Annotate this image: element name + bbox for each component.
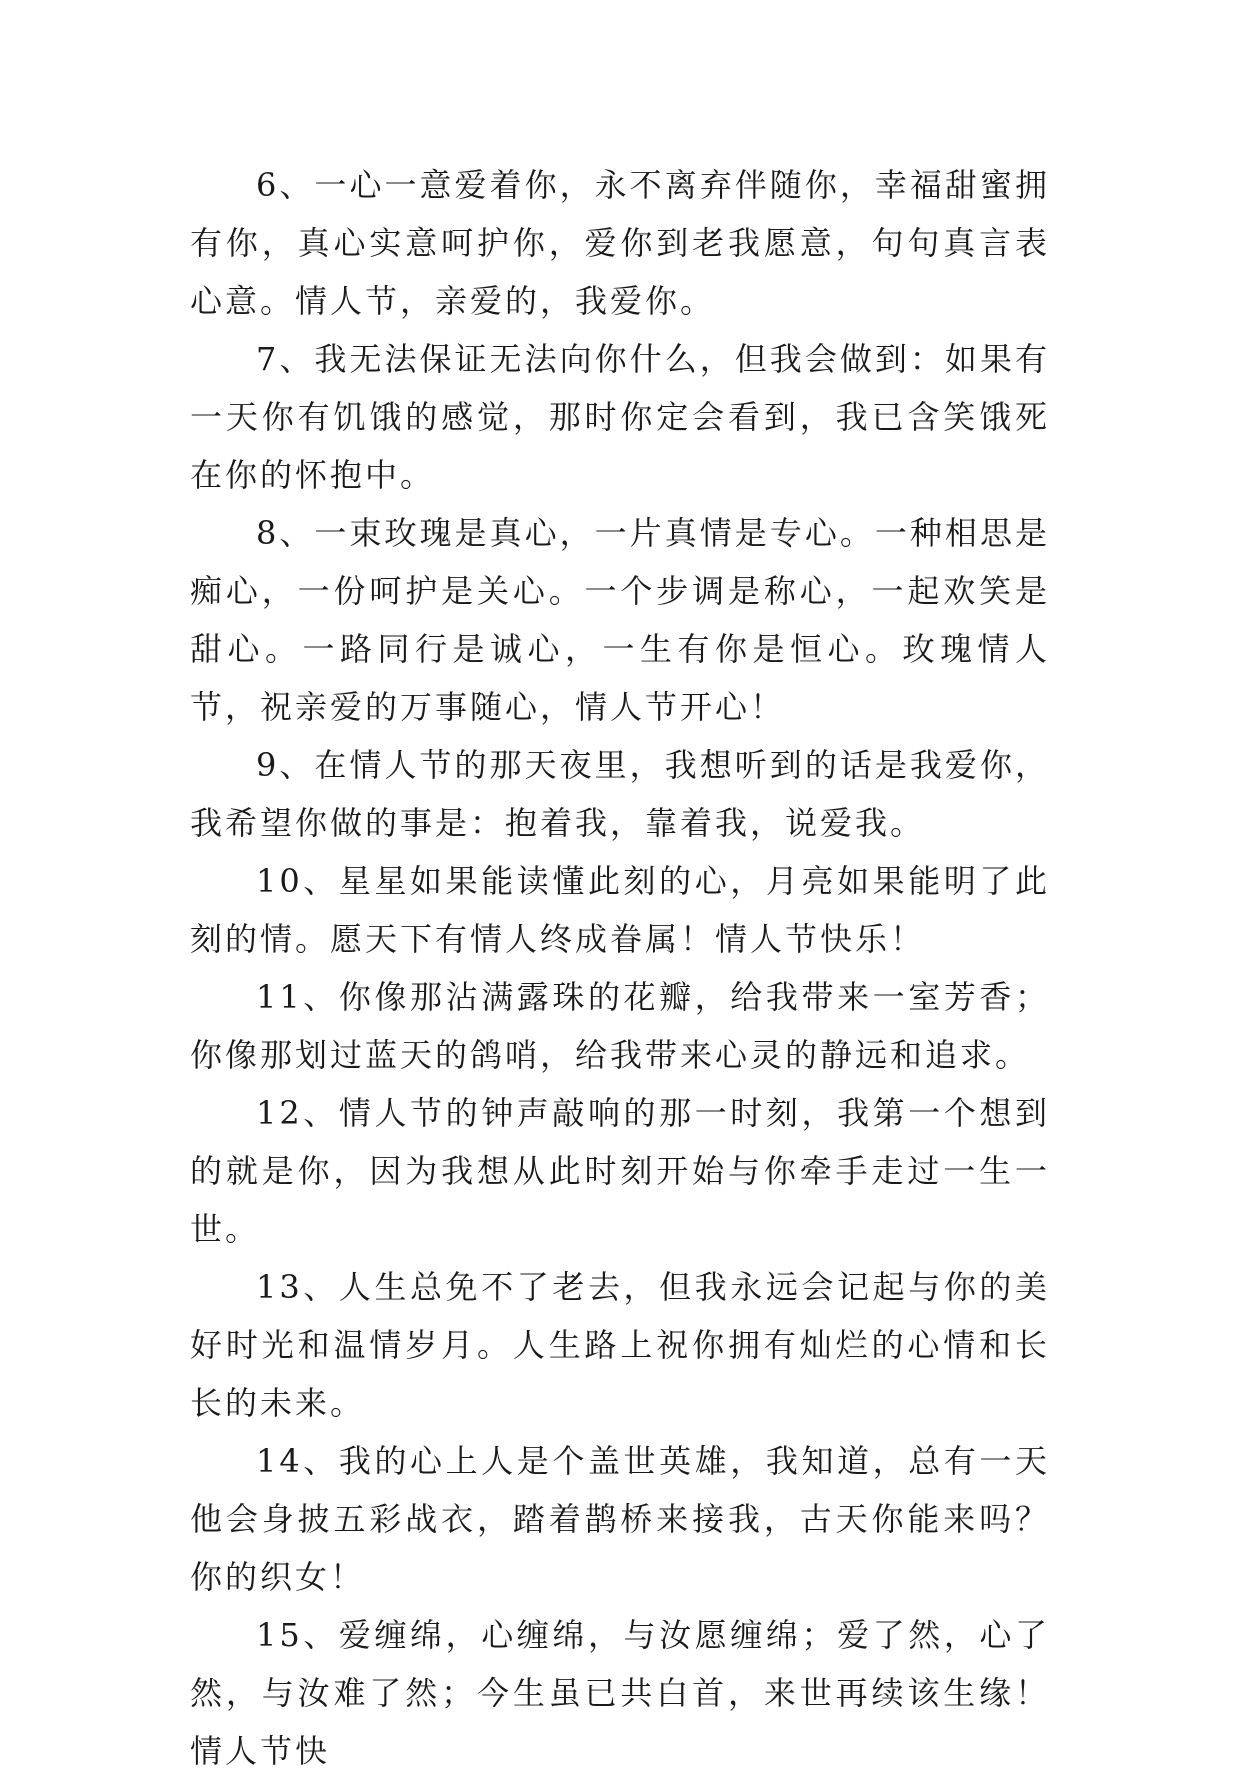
paragraph-7: 7、我无法保证无法向你什么，但我会做到：如果有一天你有饥饿的感觉，那时你定会看到，我已含笑饿死在你的怀抱中。 xyxy=(190,340,1050,494)
paragraph-10: 10、星星如果能读懂此刻的心，月亮如果能明了此刻的情。愿天下有情人终成眷属！情人节快乐！ xyxy=(190,862,1050,958)
paragraph-9: 9、在情人节的那天夜里，我想听到的话是我爱你，我希望你做的事是：抱着我，靠着我，说爱我。 xyxy=(190,746,1050,842)
document-body xyxy=(190,156,1050,1780)
paragraph-6: 6、一心一意爱着你，永不离弃伴随你，幸福甜蜜拥有你，真心实意呵护你，爱你到老我愿意，句句真言表心意。情人节，亲爱的，我爱你。 xyxy=(190,166,1050,320)
paragraph-11: 11、你像那沾满露珠的花瓣，给我带来一室芳香；你像那划过蓝天的鸽哨，给我带来心灵的静远和追求。 xyxy=(190,978,1050,1074)
paragraph-15: 15、爱缠绵，心缠绵，与汝愿缠绵；爱了然，心了然，与汝难了然；今生虽已共白首，来世再续该生缘！情人节快 xyxy=(190,1616,1050,1770)
paragraph-12: 12、情人节的钟声敲响的那一时刻，我第一个想到的就是你，因为我想从此时刻开始与你牵手走过一生一世。 xyxy=(190,1094,1050,1248)
paragraph-13: 13、人生总免不了老去，但我永远会记起与你的美好时光和温情岁月。人生路上祝你拥有灿烂的心情和长长的未来。 xyxy=(190,1268,1050,1422)
paragraph-14: 14、我的心上人是个盖世英雄，我知道，总有一天他会身披五彩战衣，踏着鹊桥来接我，古天你能来吗？你的织女！ xyxy=(190,1442,1050,1596)
paragraph-8: 8、一束玫瑰是真心，一片真情是专心。一种相思是痴心，一份呵护是关心。一个步调是称心，一起欢笑是甜心。一路同行是诚心，一生有你是恒心。玫瑰情人节，祝亲爱的万事随心，情人节开心！ xyxy=(190,514,1050,726)
